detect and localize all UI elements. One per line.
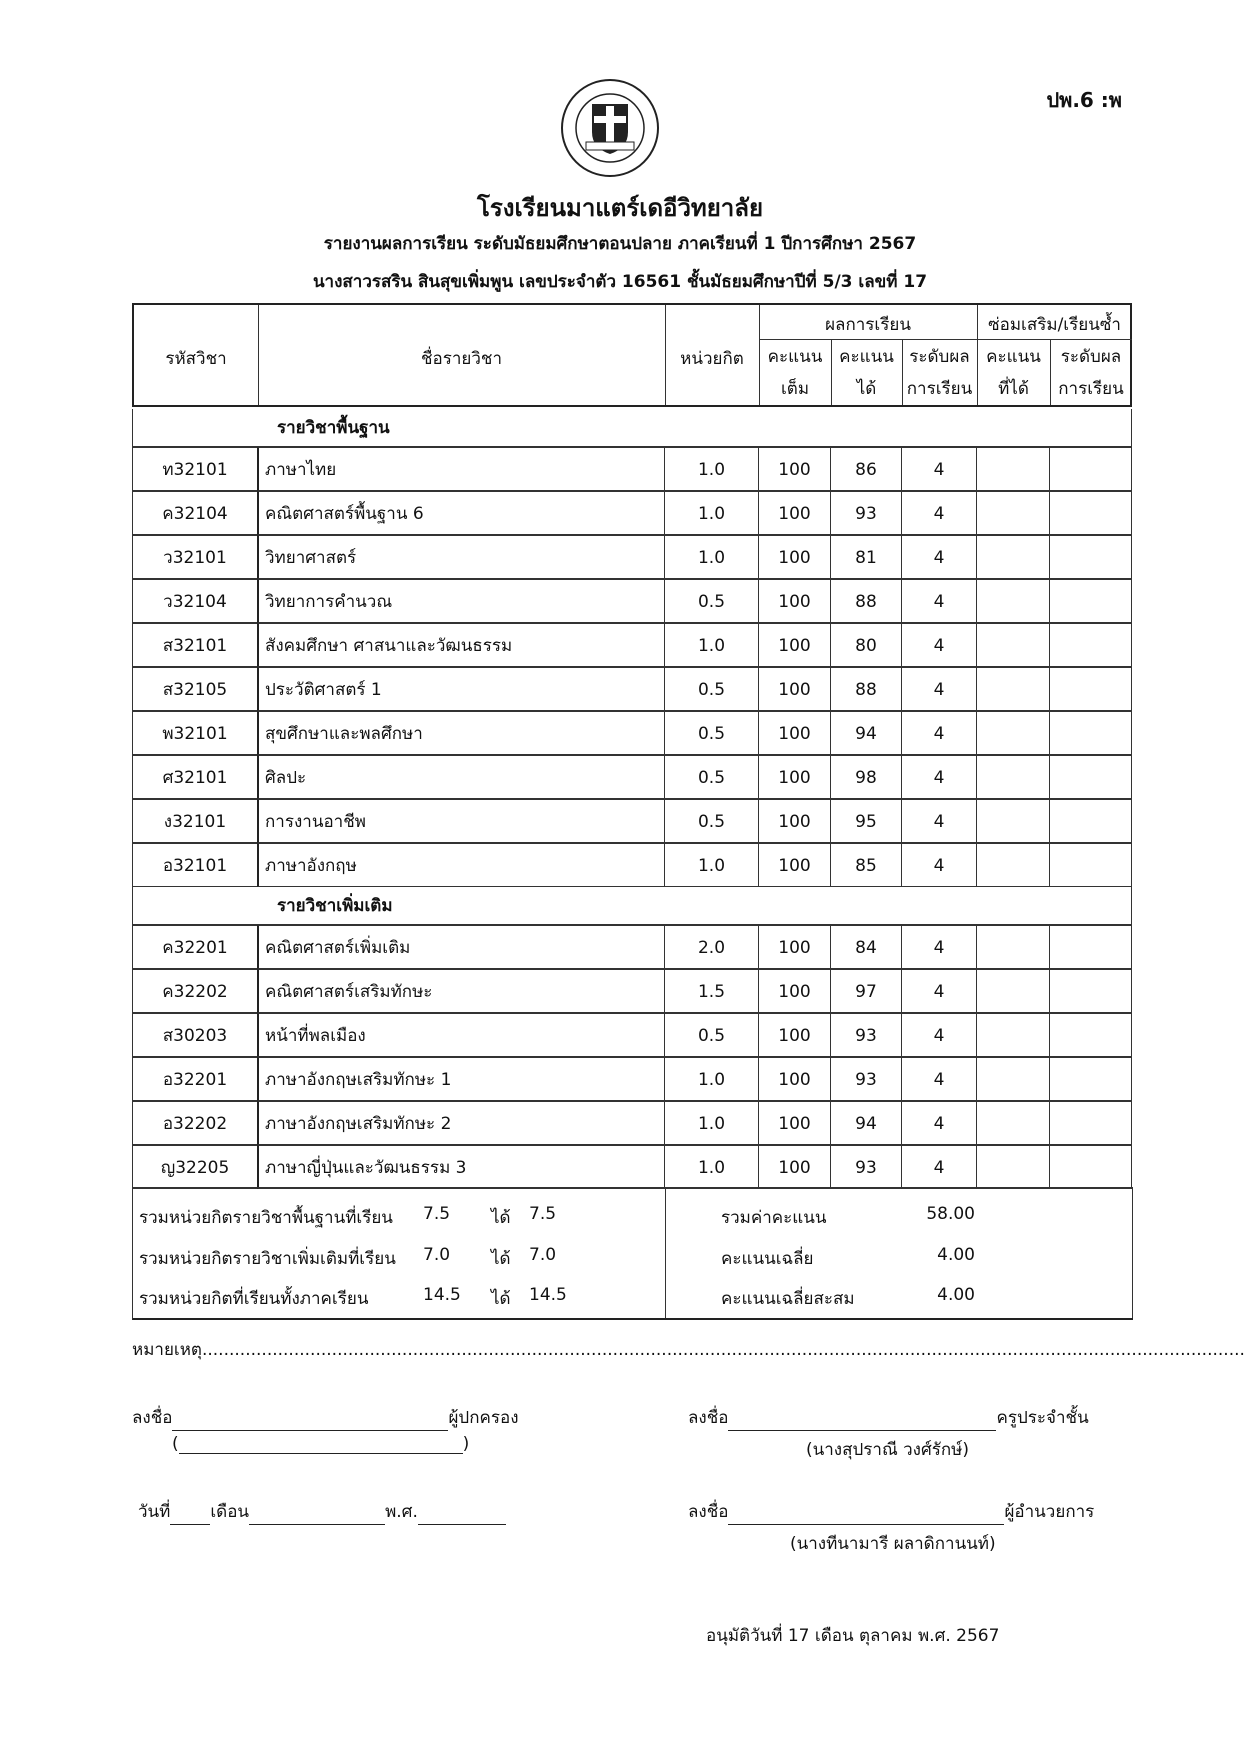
table-row	[132, 1145, 1132, 1189]
credit-units: 0.5	[664, 1013, 759, 1057]
full-score: 100	[758, 711, 831, 755]
col-rem-score-2: ที่ได้	[998, 379, 1029, 399]
teacher-name: (นางสุปราณี วงศ์รักษ์)	[806, 1440, 970, 1460]
subject-name: คณิตศาสตร์เพิ่มเติม	[257, 925, 665, 969]
col-results: ผลการเรียน	[825, 315, 911, 335]
grade: 4	[901, 623, 977, 667]
grades-table	[132, 409, 1132, 1189]
score-obtained: 85	[830, 843, 902, 887]
month-label: เดือน	[210, 1502, 250, 1522]
teacher-role: ครูประจำชั้น	[996, 1408, 1089, 1428]
full-score: 100	[758, 623, 831, 667]
credit-units: 1.0	[664, 1145, 759, 1189]
summary-got-basic: 7.5	[529, 1204, 557, 1224]
full-score: 100	[758, 447, 831, 491]
credit-units: 0.5	[664, 711, 759, 755]
score-obtained: 86	[830, 447, 902, 491]
remedial-grade	[1049, 711, 1132, 755]
remedial-score	[976, 535, 1050, 579]
summary-label-extra: รวมหน่วยกิตรายวิชาเพิ่มเติมที่เรียน	[139, 1249, 396, 1269]
remedial-grade	[1049, 755, 1132, 799]
subject-code: อ32202	[132, 1101, 258, 1145]
summary-box	[132, 1187, 1133, 1320]
subject-code: ว32104	[132, 579, 258, 623]
remedial-grade	[1049, 1101, 1132, 1145]
summary-label-basic: รวมหน่วยกิตรายวิชาพื้นฐานที่เรียน	[139, 1208, 393, 1228]
subject-code: อ32201	[132, 1057, 258, 1101]
full-score: 100	[758, 1101, 831, 1145]
report-title: รายงานผลการเรียน ระดับมัธยมศึกษาตอนปลาย ภาคเรียนที่ 1 ปีการศึกษา 2567	[323, 234, 917, 254]
score-obtained: 88	[830, 579, 902, 623]
grade: 4	[901, 1145, 977, 1189]
grade: 4	[901, 755, 977, 799]
director-signature-line	[688, 1498, 1094, 1525]
form-code: ปพ.6 :พ	[1046, 88, 1122, 112]
score-obtained: 84	[830, 925, 902, 969]
subject-code: ศ32101	[132, 755, 258, 799]
table-header	[132, 303, 1132, 407]
subject-name: ภาษาอังกฤษ	[257, 843, 665, 887]
remedial-score	[976, 491, 1050, 535]
score-obtained: 95	[830, 799, 902, 843]
table-row	[132, 711, 1132, 755]
remedial-score	[976, 667, 1050, 711]
parent-name-line	[172, 1434, 469, 1454]
subject-name: การงานอาชีพ	[257, 799, 665, 843]
table-row	[132, 535, 1132, 579]
summary-value-extra: 7.0	[423, 1245, 451, 1265]
table-row	[132, 755, 1132, 799]
student-info: นางสาวรสริน สินสุขเพิ่มพูน เลขประจำตัว 16561 ชั้นมัธยมศึกษาปีที่ 5/3 เลขที่ 17	[312, 272, 928, 292]
col-got-1: คะแนน	[839, 347, 894, 367]
remedial-grade	[1049, 969, 1132, 1013]
col-name: ชื่อรายวิชา	[420, 349, 502, 369]
col-rem-score-1: คะแนน	[986, 347, 1041, 367]
remedial-score	[976, 1057, 1050, 1101]
subject-name: ศิลปะ	[257, 755, 665, 799]
date-line	[138, 1498, 506, 1525]
score-obtained: 88	[830, 667, 902, 711]
grade: 4	[901, 535, 977, 579]
table-row	[132, 447, 1132, 491]
summary-got-label-basic: ได้	[491, 1208, 511, 1228]
full-score: 100	[758, 799, 831, 843]
remedial-grade	[1049, 535, 1132, 579]
summary-label-total: รวมหน่วยกิตที่เรียนทั้งภาคเรียน	[139, 1289, 369, 1309]
subject-code: ค32104	[132, 491, 258, 535]
sign-label: ลงชื่อ	[132, 1408, 173, 1428]
summary-value-total: 14.5	[423, 1285, 461, 1305]
grade: 4	[901, 667, 977, 711]
gpa-label: คะแนนเฉลี่ย	[721, 1249, 814, 1269]
remedial-score	[976, 799, 1050, 843]
grade: 4	[901, 1013, 977, 1057]
remedial-score	[976, 843, 1050, 887]
remedial-score	[976, 579, 1050, 623]
subject-code: อ32101	[132, 843, 258, 887]
summary-got-extra: 7.0	[529, 1245, 557, 1265]
subject-name: ภาษาอังกฤษเสริมทักษะ 2	[257, 1101, 665, 1145]
col-full-2: เต็ม	[780, 379, 810, 399]
remedial-score	[976, 755, 1050, 799]
summary-got-label-extra: ได้	[491, 1249, 511, 1269]
full-score: 100	[758, 491, 831, 535]
grade: 4	[901, 1057, 977, 1101]
remark: หมายเหตุ.................................................................................................................................................................................................	[132, 1340, 1245, 1360]
subject-name: วิทยาการคำนวณ	[257, 579, 665, 623]
table-row	[132, 969, 1132, 1013]
remedial-score	[976, 447, 1050, 491]
grade: 4	[901, 711, 977, 755]
gpa-value: 4.00	[937, 1245, 975, 1265]
summary-value-basic: 7.5	[423, 1204, 451, 1224]
remedial-grade	[1049, 843, 1132, 887]
subject-name: หน้าที่พลเมือง	[257, 1013, 665, 1057]
subject-code: ส32101	[132, 623, 258, 667]
table-row	[132, 1101, 1132, 1145]
subject-code: ส30203	[132, 1013, 258, 1057]
remedial-score	[976, 1013, 1050, 1057]
subject-code: ง32101	[132, 799, 258, 843]
full-score: 100	[758, 843, 831, 887]
year-label: พ.ศ.	[385, 1502, 418, 1522]
remedial-score	[976, 711, 1050, 755]
remedial-grade	[1049, 623, 1132, 667]
full-score: 100	[758, 579, 831, 623]
cumulative-gpa-value: 4.00	[937, 1285, 975, 1305]
col-unit: หน่วยกิต	[680, 349, 744, 369]
col-rem-grade-2: การเรียน	[1058, 379, 1124, 399]
remedial-grade	[1049, 1013, 1132, 1057]
parent-role: ผู้ปกครอง	[448, 1408, 519, 1428]
col-code: รหัสวิชา	[165, 349, 227, 369]
subject-name: ภาษาไทย	[257, 447, 665, 491]
section-heading: รายวิชาเพิ่มเติม	[132, 887, 1132, 925]
teacher-signature-line	[688, 1404, 1089, 1431]
subject-name: สังคมศึกษา ศาสนาและวัฒนธรรม	[257, 623, 665, 667]
subject-name: คณิตศาสตร์พื้นฐาน 6	[257, 491, 665, 535]
subject-name: สุขศึกษาและพลศึกษา	[257, 711, 665, 755]
approval-date: อนุมัติวันที่ 17 เดือน ตุลาคม พ.ศ. 2567	[706, 1626, 1000, 1646]
credit-units: 0.5	[664, 799, 759, 843]
close-paren: )	[462, 1434, 470, 1454]
cumulative-gpa-label: คะแนนเฉลี่ยสะสม	[721, 1289, 855, 1309]
subject-name: ภาษาอังกฤษเสริมทักษะ 1	[257, 1057, 665, 1101]
credit-units: 1.0	[664, 843, 759, 887]
section-heading: รายวิชาพื้นฐาน	[132, 409, 1132, 447]
grade: 4	[901, 969, 977, 1013]
remedial-score	[976, 925, 1050, 969]
school-logo	[546, 76, 674, 180]
table-row	[132, 623, 1132, 667]
subject-code: ค32201	[132, 925, 258, 969]
score-obtained: 93	[830, 491, 902, 535]
grade: 4	[901, 925, 977, 969]
full-score: 100	[758, 1145, 831, 1189]
score-obtained: 81	[830, 535, 902, 579]
table-row	[132, 799, 1132, 843]
full-score: 100	[758, 667, 831, 711]
grade: 4	[901, 447, 977, 491]
subject-name: คณิตศาสตร์เสริมทักษะ	[257, 969, 665, 1013]
subject-name: ประวัติศาสตร์ 1	[257, 667, 665, 711]
subject-code: ท32101	[132, 447, 258, 491]
full-score: 100	[758, 925, 831, 969]
remedial-score	[976, 1101, 1050, 1145]
subject-code: ญ32205	[132, 1145, 258, 1189]
table-row	[132, 579, 1132, 623]
grade: 4	[901, 843, 977, 887]
col-full-1: คะแนน	[767, 347, 823, 367]
grade: 4	[901, 579, 977, 623]
score-obtained: 94	[830, 1101, 902, 1145]
full-score: 100	[758, 969, 831, 1013]
table-row	[132, 1057, 1132, 1101]
day-label: วันที่	[138, 1502, 171, 1522]
col-remedial: ซ่อมเสริม/เรียนซ้ำ	[988, 315, 1121, 335]
subject-code: พ32101	[132, 711, 258, 755]
score-obtained: 94	[830, 711, 902, 755]
subject-code: ค32202	[132, 969, 258, 1013]
remedial-score	[976, 969, 1050, 1013]
full-score: 100	[758, 755, 831, 799]
credit-units: 1.0	[664, 1101, 759, 1145]
grade: 4	[901, 799, 977, 843]
credit-units: 1.0	[664, 447, 759, 491]
table-row	[132, 1013, 1132, 1057]
parent-signature-line	[132, 1404, 519, 1431]
grade: 4	[901, 1101, 977, 1145]
total-points-label: รวมค่าคะแนน	[721, 1208, 827, 1228]
remedial-grade	[1049, 799, 1132, 843]
credit-units: 2.0	[664, 925, 759, 969]
credit-units: 1.0	[664, 623, 759, 667]
remedial-grade	[1049, 667, 1132, 711]
credit-units: 1.5	[664, 969, 759, 1013]
table-row	[132, 925, 1132, 969]
col-rem-grade-1: ระดับผล	[1060, 347, 1122, 367]
remedial-grade	[1049, 491, 1132, 535]
director-role: ผู้อำนวยการ	[1004, 1502, 1095, 1522]
credit-units: 1.0	[664, 1057, 759, 1101]
summary-got-total: 14.5	[529, 1285, 567, 1305]
col-got-2: ได้	[856, 379, 877, 399]
table-row	[132, 843, 1132, 887]
subject-name: ภาษาญี่ปุ่นและวัฒนธรรม 3	[257, 1145, 665, 1189]
remedial-grade	[1049, 1145, 1132, 1189]
grade: 4	[901, 491, 977, 535]
full-score: 100	[758, 1057, 831, 1101]
full-score: 100	[758, 535, 831, 579]
score-obtained: 93	[830, 1013, 902, 1057]
summary-got-label-total: ได้	[491, 1289, 511, 1309]
remedial-grade	[1049, 925, 1132, 969]
credit-units: 0.5	[664, 579, 759, 623]
score-obtained: 80	[830, 623, 902, 667]
remedial-score	[976, 1145, 1050, 1189]
subject-code: ส32105	[132, 667, 258, 711]
table-row	[132, 491, 1132, 535]
director-name: (นางทีนามารี ผลาดิกานนท์)	[790, 1534, 996, 1554]
open-paren: (	[172, 1434, 179, 1454]
col-grade-1: ระดับผล	[909, 347, 970, 367]
credit-units: 1.0	[664, 491, 759, 535]
score-obtained: 93	[830, 1145, 902, 1189]
sign-label: ลงชื่อ	[688, 1408, 729, 1428]
subject-code: ว32101	[132, 535, 258, 579]
remedial-grade	[1049, 579, 1132, 623]
remedial-grade	[1049, 1057, 1132, 1101]
credit-units: 0.5	[664, 667, 759, 711]
score-obtained: 93	[830, 1057, 902, 1101]
table-row	[132, 667, 1132, 711]
subject-name: วิทยาศาสตร์	[257, 535, 665, 579]
score-obtained: 98	[830, 755, 902, 799]
total-points-value: 58.00	[926, 1204, 975, 1224]
remedial-grade	[1049, 447, 1132, 491]
col-grade-2: การเรียน	[906, 379, 973, 399]
credit-units: 1.0	[664, 535, 759, 579]
remedial-score	[976, 623, 1050, 667]
full-score: 100	[758, 1013, 831, 1057]
credit-units: 0.5	[664, 755, 759, 799]
school-name: โรงเรียนมาแตร์เดอีวิทยาลัย	[476, 194, 764, 222]
score-obtained: 97	[830, 969, 902, 1013]
sign-label: ลงชื่อ	[688, 1502, 729, 1522]
